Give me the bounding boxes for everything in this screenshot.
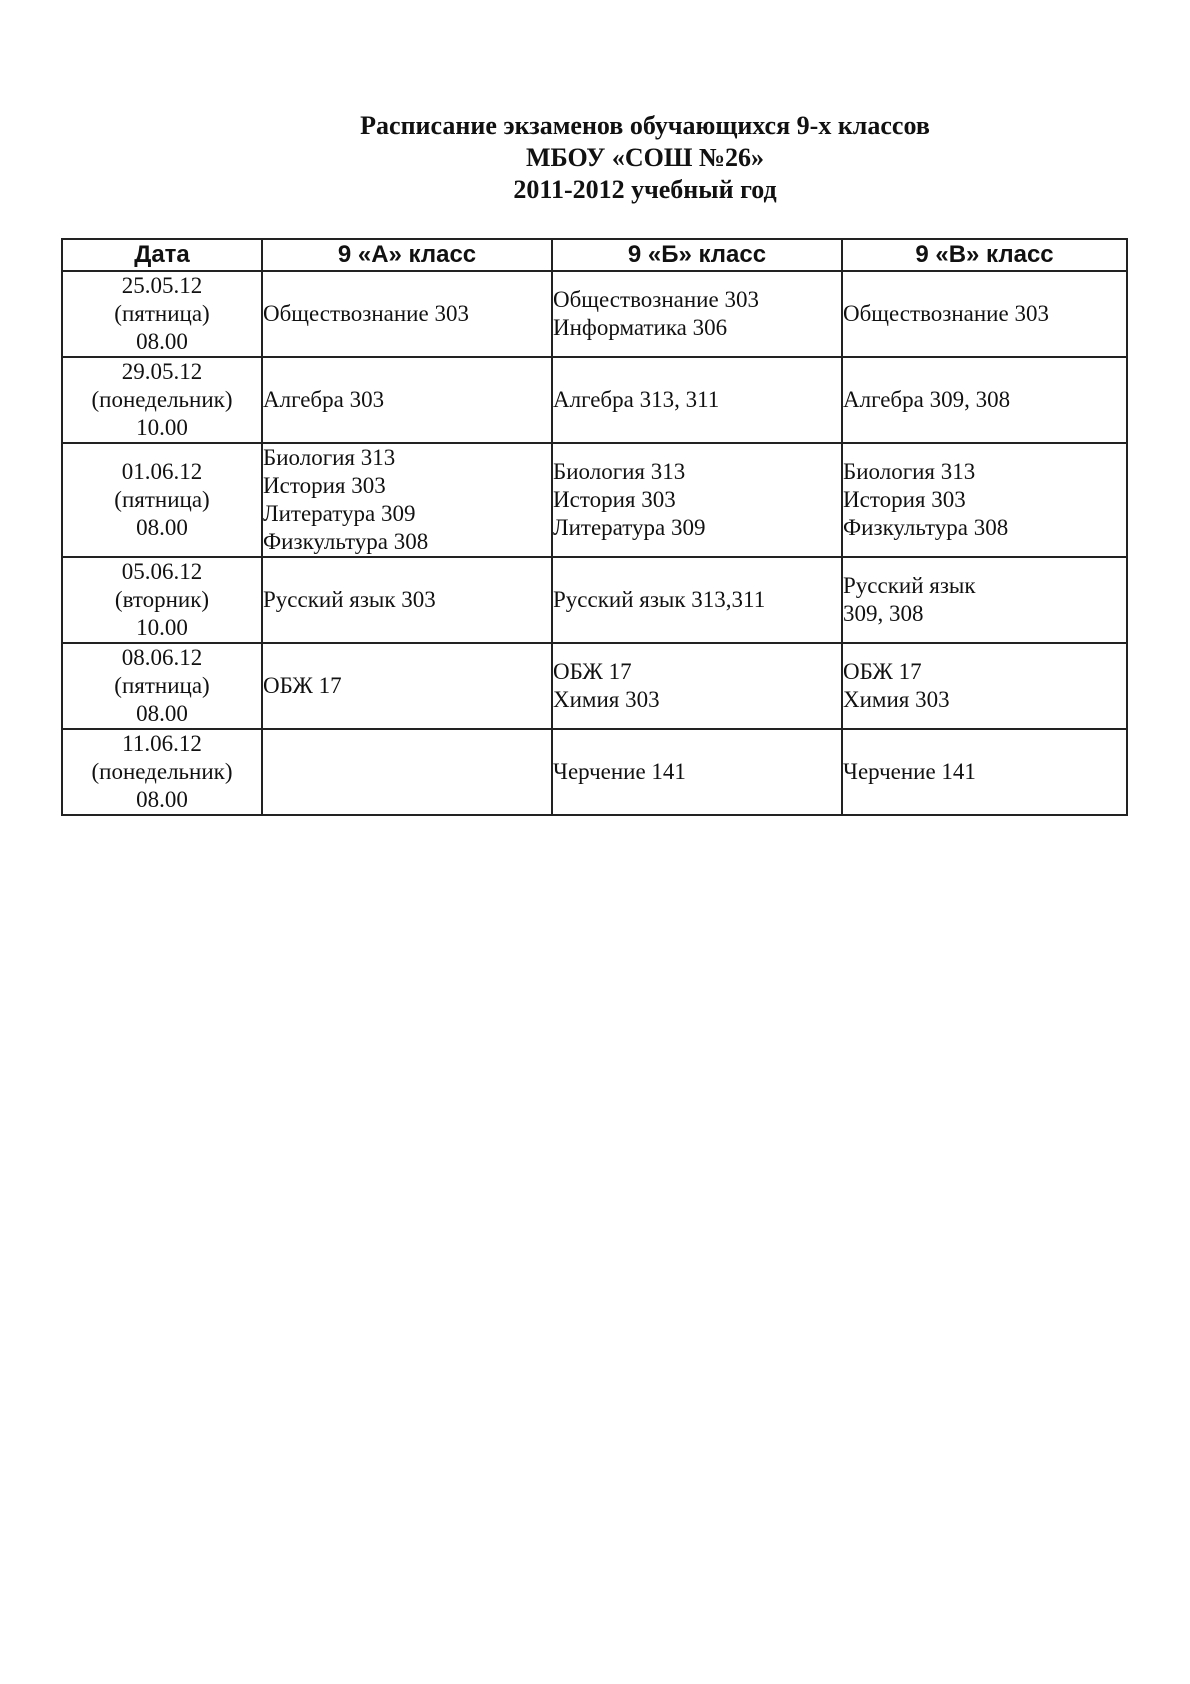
exam-time: 08.00	[136, 787, 188, 812]
header-class-b: 9 «Б» класс	[552, 239, 842, 271]
exam-entry: Алгебра 303	[263, 387, 385, 412]
exam-entry: Русский язык	[843, 573, 976, 598]
class-v-cell	[842, 357, 1127, 443]
title-line-1: Расписание экзаменов обучающихся 9-х классов	[360, 111, 930, 140]
class-a-cell	[262, 271, 552, 357]
document-title	[0, 110, 1190, 206]
date-cell	[62, 357, 262, 443]
exam-entry: Русский язык 313,311	[553, 587, 766, 612]
class-b-cell	[552, 357, 842, 443]
exam-entry: ОБЖ 17	[843, 659, 922, 684]
exam-entry: Физкультура 308	[843, 515, 1009, 540]
header-date: Дата	[62, 239, 262, 271]
exam-entry: Биология 313	[553, 459, 686, 484]
exam-entry: Алгебра 313, 311	[553, 387, 720, 412]
exam-weekday: (вторник)	[114, 587, 210, 612]
class-a-cell	[262, 729, 552, 815]
class-v-cell	[842, 557, 1127, 643]
exam-date: 01.06.12	[121, 459, 203, 484]
exam-weekday: (пятница)	[114, 487, 210, 512]
exam-time: 08.00	[136, 329, 188, 354]
class-a-cell	[262, 443, 552, 557]
exam-entry: Биология 313	[843, 459, 976, 484]
table-row	[62, 357, 1127, 443]
exam-entry: Обществознание 303	[263, 301, 469, 326]
class-v-cell	[842, 271, 1127, 357]
exam-entry: История 303	[843, 487, 966, 512]
class-b-cell	[552, 643, 842, 729]
class-v-cell	[842, 443, 1127, 557]
exam-date: 11.06.12	[122, 731, 202, 756]
class-b-cell	[552, 443, 842, 557]
title-line-2: МБОУ «СОШ №26»	[525, 143, 765, 172]
exam-entry: Информатика 306	[553, 315, 728, 340]
date-cell	[62, 443, 262, 557]
table-row	[62, 643, 1127, 729]
exam-entry: Литература 309	[553, 515, 706, 540]
exam-entry: 309, 308	[843, 601, 924, 626]
title-line-3: 2011-2012 учебный год	[513, 175, 777, 204]
exam-time: 10.00	[136, 415, 188, 440]
exam-entry: Обществознание 303	[553, 287, 759, 312]
class-a-cell	[262, 557, 552, 643]
exam-entry: Литература 309	[263, 501, 416, 526]
exam-date: 25.05.12	[121, 273, 203, 298]
exam-entry: История 303	[263, 473, 386, 498]
header-class-a: 9 «А» класс	[262, 239, 552, 271]
class-a-cell	[262, 357, 552, 443]
exam-time: 08.00	[136, 515, 188, 540]
date-cell	[62, 271, 262, 357]
exam-weekday: (понедельник)	[91, 387, 233, 412]
exam-weekday: (пятница)	[114, 673, 210, 698]
exam-date: 29.05.12	[121, 359, 203, 384]
exam-schedule-table	[61, 238, 1128, 816]
header-row	[62, 239, 1127, 271]
exam-entry: Физкультура 308	[263, 529, 429, 554]
exam-entry: Биология 313	[263, 445, 396, 470]
exam-entry: Алгебра 309, 308	[843, 387, 1011, 412]
exam-weekday: (понедельник)	[91, 759, 233, 784]
exam-entry: Химия 303	[553, 687, 660, 712]
table-row	[62, 271, 1127, 357]
table-row	[62, 557, 1127, 643]
exam-entry: Черчение 141	[553, 759, 686, 784]
class-b-cell	[552, 557, 842, 643]
date-cell	[62, 557, 262, 643]
class-v-cell	[842, 643, 1127, 729]
exam-entry: ОБЖ 17	[553, 659, 632, 684]
exam-time: 10.00	[136, 615, 188, 640]
exam-time: 08.00	[136, 701, 188, 726]
exam-entry: Обществознание 303	[843, 301, 1049, 326]
class-v-cell	[842, 729, 1127, 815]
header-class-v: 9 «В» класс	[842, 239, 1127, 271]
exam-entry: История 303	[553, 487, 676, 512]
class-a-cell	[262, 643, 552, 729]
date-cell	[62, 729, 262, 815]
table-row	[62, 729, 1127, 815]
exam-entry: Черчение 141	[843, 759, 976, 784]
exam-date: 05.06.12	[121, 559, 203, 584]
date-cell	[62, 643, 262, 729]
class-b-cell	[552, 271, 842, 357]
class-b-cell	[552, 729, 842, 815]
table-row	[62, 443, 1127, 557]
exam-entry: Русский язык 303	[263, 587, 436, 612]
exam-entry: Химия 303	[843, 687, 950, 712]
exam-entry: ОБЖ 17	[263, 673, 342, 698]
exam-date: 08.06.12	[121, 645, 203, 670]
exam-weekday: (пятница)	[114, 301, 210, 326]
